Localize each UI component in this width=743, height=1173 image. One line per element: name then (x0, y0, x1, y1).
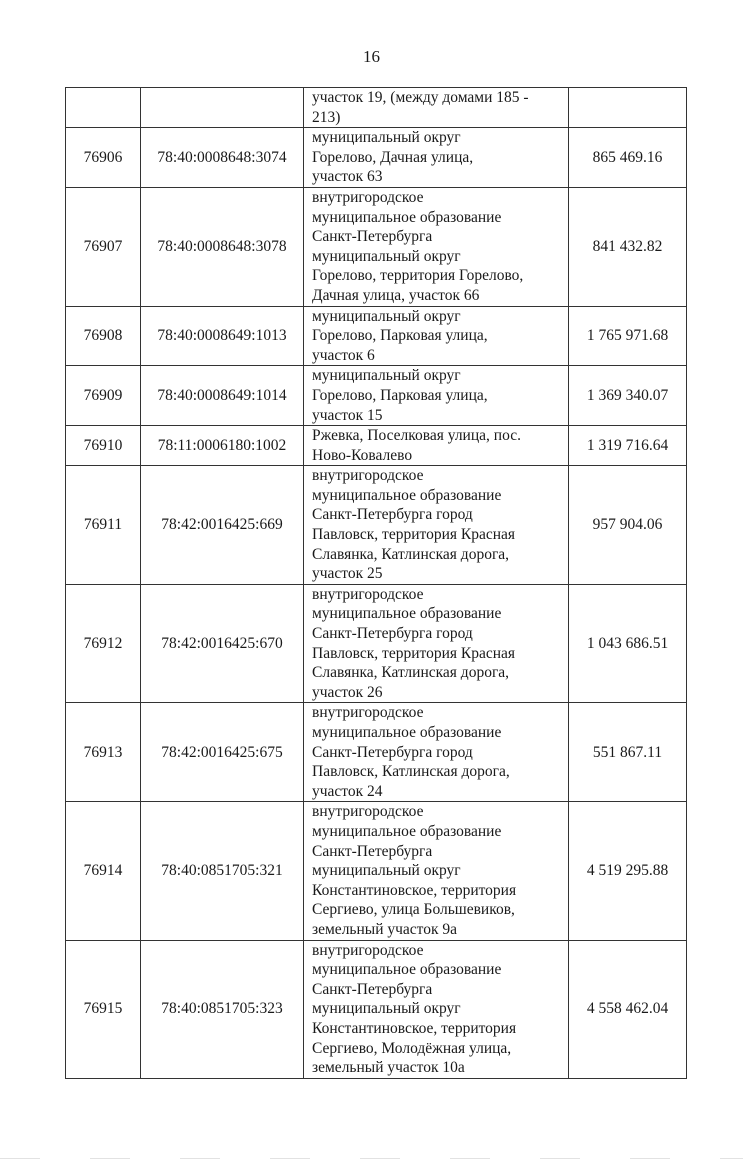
table-row (66, 88, 687, 128)
table-row (66, 306, 687, 366)
address-cell (304, 802, 569, 940)
address-line: внутригородское (312, 188, 424, 206)
address-line: участок 25 (312, 565, 383, 583)
address-line: муниципальный округ (312, 307, 461, 325)
table-row (66, 187, 687, 306)
cadastral-value-cell: 1 043 686.51 (569, 584, 687, 703)
table-row (66, 703, 687, 802)
table-row (66, 940, 687, 1078)
row-number-cell (66, 88, 141, 128)
table-row (66, 584, 687, 703)
cadastral-number-cell: 78:40:0008648:3074 (141, 128, 304, 188)
cadastral-value-cell: 1 765 971.68 (569, 306, 687, 366)
address-line: Дачная улица, участок 66 (312, 286, 480, 304)
address-cell (304, 426, 569, 466)
address-line: участок 19, (между домами 185 - (312, 89, 529, 106)
cadastral-value-cell: 841 432.82 (569, 187, 687, 306)
address-line: участок 6 (312, 346, 375, 364)
address-cell (304, 366, 569, 426)
address-line: Славянка, Катлинская дорога, (312, 664, 510, 682)
address-line: муниципальный округ (312, 247, 461, 265)
address-cell (304, 466, 569, 585)
address-line: участок 24 (312, 782, 383, 800)
address-cell (304, 187, 569, 306)
address-line: Сергиево, Молодёжная улица, (312, 1039, 512, 1057)
address-line: муниципальное образование (312, 486, 502, 504)
address-line: муниципальный округ (312, 367, 461, 385)
address-line: Константиновское, территория (312, 881, 517, 899)
address-line: Горелово, Парковая улица, (312, 327, 488, 345)
row-number-cell: 76912 (66, 584, 141, 703)
table-body (66, 88, 687, 1079)
address-line: муниципальный округ (312, 1000, 461, 1018)
address-line: муниципальное образование (312, 605, 502, 623)
cadastral-value-table (65, 87, 687, 1079)
address-line: Санкт-Петербурга город (312, 625, 473, 643)
cadastral-value-cell: 4 558 462.04 (569, 940, 687, 1078)
address-line: Павловск, Катлинская дорога, (312, 763, 510, 781)
address-line: Горелово, Дачная улица, (312, 148, 474, 166)
address-line: Ржевка, Поселковая улица, пос. (312, 427, 521, 445)
address-line: участок 63 (312, 168, 383, 186)
address-line: Санкт-Петербурга город (312, 506, 473, 524)
address-line: внутригородское (312, 467, 424, 485)
address-cell (304, 88, 569, 128)
table-row (66, 802, 687, 940)
cadastral-value-cell (569, 88, 687, 128)
page-number: 16 (363, 47, 380, 66)
row-number-cell: 76909 (66, 366, 141, 426)
row-number-cell: 76913 (66, 703, 141, 802)
cadastral-number-cell: 78:40:0851705:323 (141, 940, 304, 1078)
address-line: Ново-Ковалево (312, 446, 413, 464)
address-line: 213) (312, 108, 341, 126)
address-line: участок 26 (312, 683, 383, 701)
row-number-cell: 76910 (66, 426, 141, 466)
cadastral-value-cell: 1 369 340.07 (569, 366, 687, 426)
address-line: Горелово, Парковая улица, (312, 386, 488, 404)
table-row (66, 466, 687, 585)
address-cell (304, 703, 569, 802)
address-line: муниципальный округ (312, 862, 461, 880)
cadastral-value-cell: 551 867.11 (569, 703, 687, 802)
cadastral-number-cell: 78:42:0016425:669 (141, 466, 304, 585)
row-number-cell: 76914 (66, 802, 141, 940)
cadastral-number-cell: 78:40:0008649:1014 (141, 366, 304, 426)
address-line: муниципальный округ (312, 129, 461, 147)
cadastral-number-cell: 78:42:0016425:675 (141, 703, 304, 802)
table-row (66, 366, 687, 426)
address-line: внутригородское (312, 803, 424, 821)
cadastral-number-cell: 78:11:0006180:1002 (141, 426, 304, 466)
row-number-cell: 76908 (66, 306, 141, 366)
table-row (66, 426, 687, 466)
cadastral-number-cell (141, 88, 304, 128)
address-line: муниципальное образование (312, 822, 502, 840)
address-line: Горелово, территория Горелово, (312, 267, 524, 285)
address-cell (304, 584, 569, 703)
address-line: земельный участок 10а (312, 1059, 465, 1077)
address-line: Санкт-Петербурга город (312, 743, 473, 761)
address-line: Славянка, Катлинская дорога, (312, 545, 510, 563)
address-cell (304, 940, 569, 1078)
row-number-cell: 76907 (66, 187, 141, 306)
address-line: муниципальное образование (312, 724, 502, 741)
address-line: внутригородское (312, 941, 424, 959)
address-line: земельный участок 9а (312, 920, 458, 938)
cadastral-number-cell: 78:40:0851705:321 (141, 802, 304, 940)
cadastral-value-cell: 865 469.16 (569, 128, 687, 188)
address-line: Санкт-Петербурга (312, 980, 433, 998)
address-line: муниципальное образование (312, 961, 502, 979)
address-line: Константиновское, территория (312, 1019, 517, 1037)
address-line: Санкт-Петербурга (312, 228, 433, 246)
address-line: Санкт-Петербурга (312, 842, 433, 860)
address-cell (304, 306, 569, 366)
row-number-cell: 76915 (66, 940, 141, 1078)
address-line: внутригородское (312, 704, 424, 722)
cadastral-value-cell: 1 319 716.64 (569, 426, 687, 466)
address-line: Сергиево, улица Большевиков, (312, 901, 515, 919)
scan-edge-artifact (0, 1158, 743, 1159)
address-line: внутригородское (312, 585, 424, 603)
cadastral-number-cell: 78:40:0008648:3078 (141, 187, 304, 306)
address-line: Павловск, территория Красная (312, 526, 516, 544)
table-row (66, 128, 687, 188)
row-number-cell: 76906 (66, 128, 141, 188)
address-line: Павловск, территория Красная (312, 644, 516, 662)
row-number-cell: 76911 (66, 466, 141, 585)
address-line: муниципальное образование (312, 208, 502, 226)
cadastral-number-cell: 78:40:0008649:1013 (141, 306, 304, 366)
cadastral-value-cell: 957 904.06 (569, 466, 687, 585)
address-line: участок 15 (312, 406, 383, 424)
address-cell (304, 128, 569, 188)
cadastral-value-cell: 4 519 295.88 (569, 802, 687, 940)
cadastral-number-cell: 78:42:0016425:670 (141, 584, 304, 703)
